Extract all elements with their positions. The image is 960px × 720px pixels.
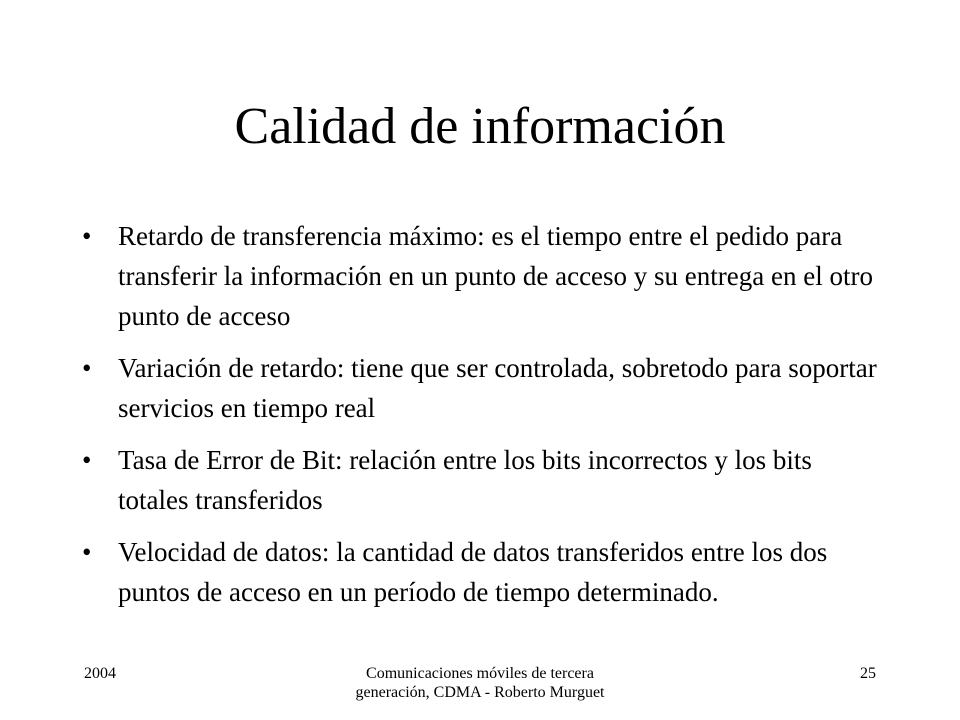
page-number: 25 <box>860 665 876 682</box>
bullet-item-data-rate <box>82 532 882 612</box>
slide-title: Calidad de información <box>234 98 726 155</box>
bullet-icon: • <box>82 353 92 383</box>
bullet-text: Retardo de transferencia máximo: es el tiempo entre el pedido para transferir la información en un punto de acceso y su entrega en el otro punto de acceso <box>118 221 873 331</box>
bullet-text: Tasa de Error de Bit: relación entre los bits incorrectos y los bits totales transferidos <box>118 445 812 515</box>
bullet-icon: • <box>82 221 92 251</box>
footer-year: 2004 <box>84 665 116 682</box>
footer-center-text: Comunicaciones móviles de tercera generación, CDMA - Roberto Murguet <box>355 665 605 701</box>
bullet-list <box>82 216 882 624</box>
bullet-text: Velocidad de datos: la cantidad de datos transferidos entre los dos puntos de acceso en un período de tiempo determinado. <box>118 537 828 607</box>
bullet-item-delay-variation <box>82 348 882 428</box>
bullet-item-max-delay <box>82 216 882 336</box>
bullet-text: Variación de retardo: tiene que ser controlada, sobretodo para soportar servicios en tiempo real <box>118 353 877 423</box>
bullet-item-bit-error-rate <box>82 440 882 520</box>
bullet-icon: • <box>82 445 92 475</box>
bullet-icon: • <box>82 537 92 567</box>
